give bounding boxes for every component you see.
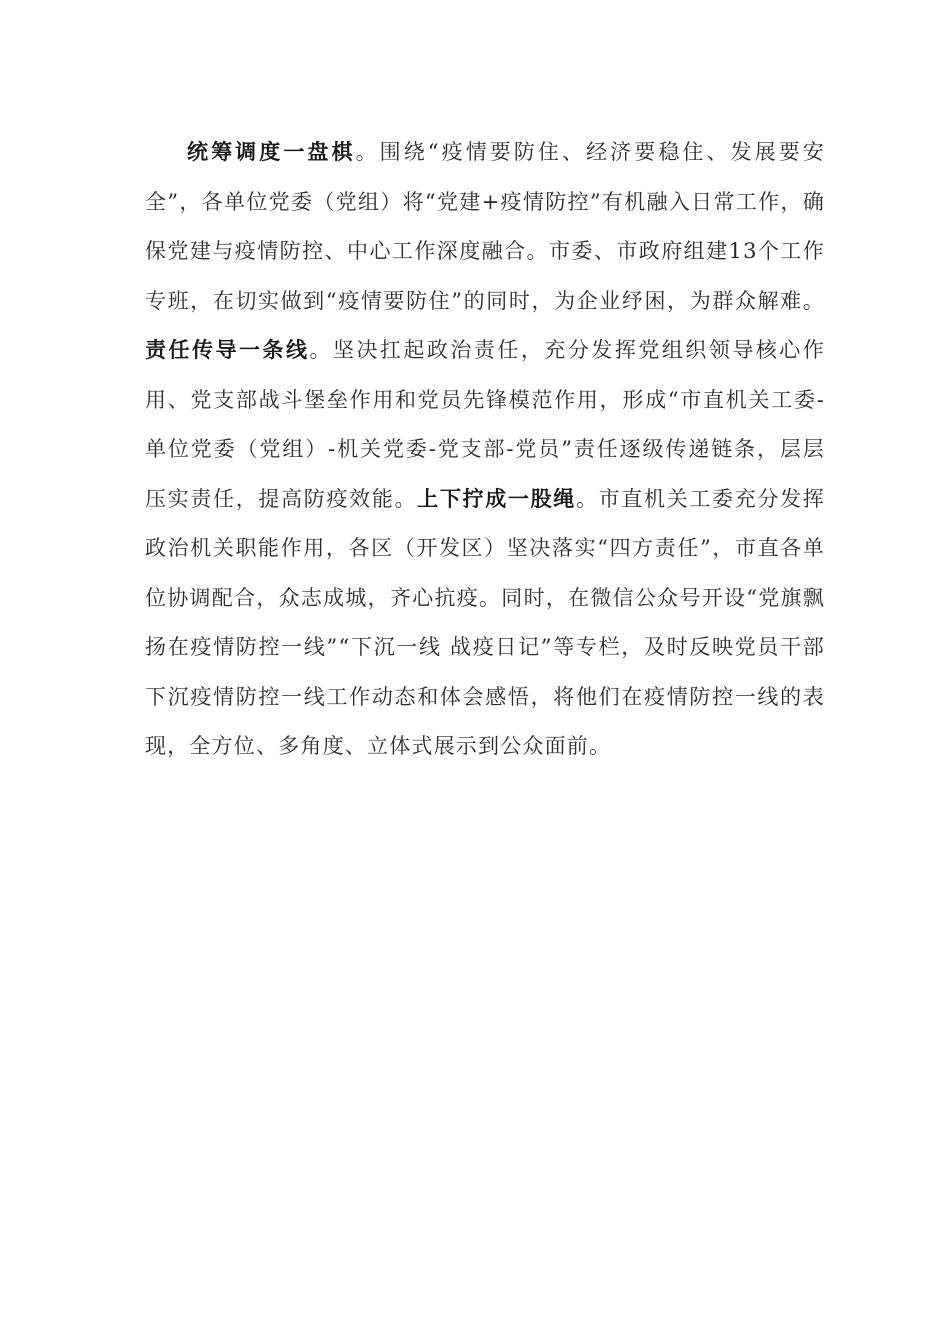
paragraph-text-responsibility: 。坚决扛起政治责任，充分发挥党组织领导核心作用、党支部战斗堡垒作用和党员先锋模范作用，形成“市直机关工委-单位党委（党组）-机关党委-党支部-党员”责任逐级传递链条，层层压实责任，提高防疫效能。 — [145, 338, 825, 511]
body-paragraph — [145, 128, 825, 772]
paragraph-text-unity: 。市直机关工委充分发挥政治机关职能作用，各区（开发区）坚决落实“四方责任”，市直各单位协调配合，众志成城，齐心抗疫。同时，在微信公众号开设“党旗飘扬在疫情防控一线”“下沉一线 战疫日记”等专栏，及时反映党员干部下沉疫情防控一线工作动态和体会感悟，将他们在疫情防控一线的表现，全方位、多角度、立体式展示到公众面前。 — [145, 486, 825, 758]
lead-phrase-overall-planning: 统筹调度一盘棋 — [187, 140, 356, 164]
paragraph-text-overall-planning: 。围绕“疫情要防住、经济要稳住、发展要安全”，各单位党委（党组）将“党建+疫情防控”有机融入日常工作，确保党建与疫情防控、中心工作深度融合。市委、市政府组建13个工作专班，在切实做到“疫情要防住”的同时，为企业纾困，为群众解难。 — [145, 140, 826, 313]
lead-phrase-unity: 上下拧成一股绳 — [417, 486, 576, 511]
lead-phrase-responsibility: 责任传导一条线 — [145, 338, 310, 362]
